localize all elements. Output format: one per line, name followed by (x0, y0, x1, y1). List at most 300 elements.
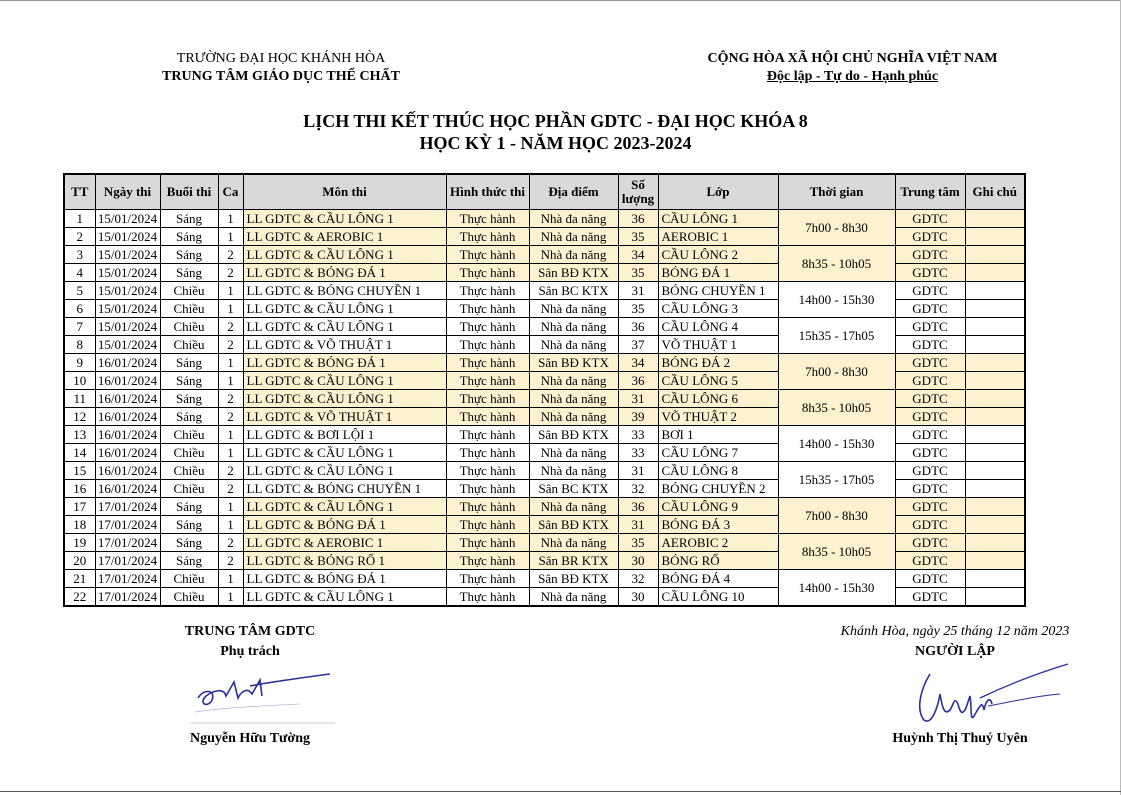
cell-tt: 18 (64, 516, 95, 534)
cell-form: Thực hành (446, 444, 529, 462)
cell-center: GDTC (895, 228, 965, 246)
table-row (64, 426, 1025, 444)
cell-form: Thực hành (446, 534, 529, 552)
cell-session: Sáng (160, 552, 218, 570)
cell-shift: 2 (218, 390, 243, 408)
cell-location: Nhà đa năng (529, 390, 618, 408)
cell-class: CẦU LÔNG 5 (658, 372, 778, 390)
cell-subject: LL GDTC & BÓNG ĐÁ 1 (243, 264, 446, 282)
cell-class: AEROBIC 2 (658, 534, 778, 552)
cell-subject: LL GDTC & BÓNG ĐÁ 1 (243, 516, 446, 534)
cell-time: 15h35 - 17h05 (778, 462, 895, 498)
cell-class: BÓNG ĐÁ 2 (658, 354, 778, 372)
cell-location: Sân BC KTX (529, 282, 618, 300)
cell-location: Sân BĐ KTX (529, 516, 618, 534)
cell-note (965, 390, 1025, 408)
cell-location: Nhà đa năng (529, 300, 618, 318)
cell-date: 16/01/2024 (95, 480, 160, 498)
cell-class: CẦU LÔNG 7 (658, 444, 778, 462)
cell-subject: LL GDTC & AEROBIC 1 (243, 228, 446, 246)
cell-shift: 1 (218, 372, 243, 390)
col-header-tt: TT (64, 174, 95, 210)
cell-subject: LL GDTC & VÕ THUẬT 1 (243, 336, 446, 354)
cell-date: 15/01/2024 (95, 228, 160, 246)
cell-location: Nhà đa năng (529, 336, 618, 354)
exam-schedule-table (63, 173, 1026, 607)
cell-note (965, 426, 1025, 444)
page-bottom-edge (0, 791, 1121, 792)
table-row (64, 498, 1025, 516)
cell-qty: 35 (618, 228, 658, 246)
cell-qty: 35 (618, 534, 658, 552)
cell-session: Sáng (160, 498, 218, 516)
cell-form: Thực hành (446, 264, 529, 282)
cell-note (965, 480, 1025, 498)
cell-session: Chiều (160, 300, 218, 318)
cell-session: Chiều (160, 480, 218, 498)
cell-note (965, 516, 1025, 534)
cell-note (965, 210, 1025, 228)
cell-class: VÕ THUẬT 1 (658, 336, 778, 354)
cell-qty: 31 (618, 390, 658, 408)
footer-place-date: Khánh Hòa, ngày 25 tháng 12 năm 2023 (840, 624, 1070, 639)
cell-time: 15h35 - 17h05 (778, 318, 895, 354)
table-row (64, 570, 1025, 588)
cell-form: Thực hành (446, 462, 529, 480)
cell-tt: 3 (64, 246, 95, 264)
cell-session: Chiều (160, 444, 218, 462)
cell-location: Nhà đa năng (529, 228, 618, 246)
cell-date: 17/01/2024 (95, 570, 160, 588)
cell-note (965, 588, 1025, 607)
cell-location: Sân BĐ KTX (529, 426, 618, 444)
cell-subject: LL GDTC & CẦU LÔNG 1 (243, 444, 446, 462)
cell-time: 7h00 - 8h30 (778, 498, 895, 534)
cell-subject: LL GDTC & BÓNG ĐÁ 1 (243, 570, 446, 588)
table-row (64, 462, 1025, 480)
cell-location: Sân BĐ KTX (529, 354, 618, 372)
cell-shift: 2 (218, 336, 243, 354)
title-line-2: HỌC KỲ 1 - NĂM HỌC 2023-2024 (419, 133, 692, 153)
cell-date: 16/01/2024 (95, 426, 160, 444)
cell-class: CẦU LÔNG 6 (658, 390, 778, 408)
cell-center: GDTC (895, 426, 965, 444)
cell-shift: 2 (218, 552, 243, 570)
cell-center: GDTC (895, 462, 965, 480)
cell-center: GDTC (895, 408, 965, 426)
cell-note (965, 318, 1025, 336)
document-title (0, 110, 1111, 154)
cell-note (965, 372, 1025, 390)
nation-name: CỘNG HÒA XÃ HỘI CHỦ NGHĨA VIỆT NAM (707, 51, 998, 66)
cell-date: 15/01/2024 (95, 318, 160, 336)
cell-location: Sân BĐ KTX (529, 264, 618, 282)
cell-form: Thực hành (446, 498, 529, 516)
cell-form: Thực hành (446, 336, 529, 354)
cell-form: Thực hành (446, 552, 529, 570)
nation-motto: Độc lập - Tự do - Hạnh phúc (766, 69, 939, 84)
cell-tt: 19 (64, 534, 95, 552)
cell-session: Chiều (160, 336, 218, 354)
cell-session: Chiều (160, 426, 218, 444)
cell-tt: 5 (64, 282, 95, 300)
cell-subject: LL GDTC & CẦU LÔNG 1 (243, 300, 446, 318)
cell-shift: 1 (218, 228, 243, 246)
cell-time: 14h00 - 15h30 (778, 282, 895, 318)
cell-time: 7h00 - 8h30 (778, 210, 895, 246)
cell-subject: LL GDTC & CẦU LÔNG 1 (243, 498, 446, 516)
cell-date: 16/01/2024 (95, 408, 160, 426)
cell-center: GDTC (895, 300, 965, 318)
cell-class: CẦU LÔNG 3 (658, 300, 778, 318)
col-header-subject: Môn thi (243, 174, 446, 210)
cell-center: GDTC (895, 372, 965, 390)
cell-subject: LL GDTC & AEROBIC 1 (243, 534, 446, 552)
table-row (64, 390, 1025, 408)
cell-session: Sáng (160, 516, 218, 534)
cell-subject: LL GDTC & CẦU LÔNG 1 (243, 318, 446, 336)
cell-form: Thực hành (446, 210, 529, 228)
cell-tt: 15 (64, 462, 95, 480)
cell-session: Chiều (160, 588, 218, 607)
cell-session: Chiều (160, 570, 218, 588)
cell-qty: 36 (618, 372, 658, 390)
cell-subject: LL GDTC & BƠI LỘI 1 (243, 426, 446, 444)
cell-qty: 37 (618, 336, 658, 354)
cell-qty: 34 (618, 354, 658, 372)
cell-form: Thực hành (446, 570, 529, 588)
cell-location: Sân BC KTX (529, 480, 618, 498)
cell-form: Thực hành (446, 516, 529, 534)
cell-form: Thực hành (446, 318, 529, 336)
cell-center: GDTC (895, 390, 965, 408)
cell-tt: 7 (64, 318, 95, 336)
col-header-date: Ngày thi (95, 174, 160, 210)
cell-center: GDTC (895, 318, 965, 336)
cell-center: GDTC (895, 570, 965, 588)
cell-shift: 2 (218, 534, 243, 552)
cell-subject: LL GDTC & CẦU LÔNG 1 (243, 372, 446, 390)
cell-note (965, 282, 1025, 300)
cell-location: Nhà đa năng (529, 444, 618, 462)
cell-qty: 31 (618, 462, 658, 480)
cell-form: Thực hành (446, 300, 529, 318)
cell-tt: 13 (64, 426, 95, 444)
cell-form: Thực hành (446, 426, 529, 444)
cell-date: 15/01/2024 (95, 300, 160, 318)
cell-session: Chiều (160, 462, 218, 480)
cell-subject: LL GDTC & VÕ THUẬT 1 (243, 408, 446, 426)
cell-date: 16/01/2024 (95, 444, 160, 462)
cell-tt: 22 (64, 588, 95, 607)
cell-session: Sáng (160, 264, 218, 282)
cell-note (965, 570, 1025, 588)
col-header-session: Buổi thi (160, 174, 218, 210)
col-header-qty: Số lượng (618, 174, 658, 210)
footer-left-org: TRUNG TÂM GDTC (184, 624, 316, 639)
cell-date: 15/01/2024 (95, 336, 160, 354)
col-header-location: Địa điểm (529, 174, 618, 210)
cell-note (965, 408, 1025, 426)
cell-class: BÓNG ĐÁ 4 (658, 570, 778, 588)
cell-center: GDTC (895, 444, 965, 462)
col-header-time: Thời gian (778, 174, 895, 210)
cell-shift: 1 (218, 570, 243, 588)
cell-shift: 1 (218, 426, 243, 444)
cell-center: GDTC (895, 516, 965, 534)
cell-session: Sáng (160, 390, 218, 408)
cell-class: VÕ THUẬT 2 (658, 408, 778, 426)
cell-date: 17/01/2024 (95, 534, 160, 552)
cell-location: Nhà đa năng (529, 210, 618, 228)
page-top-edge (0, 0, 1121, 1)
cell-form: Thực hành (446, 390, 529, 408)
cell-note (965, 534, 1025, 552)
cell-center: GDTC (895, 588, 965, 607)
cell-class: BÓNG CHUYỀN 2 (658, 480, 778, 498)
footer-right (820, 622, 1090, 662)
cell-form: Thực hành (446, 282, 529, 300)
cell-qty: 35 (618, 300, 658, 318)
cell-qty: 31 (618, 516, 658, 534)
cell-tt: 2 (64, 228, 95, 246)
cell-center: GDTC (895, 534, 965, 552)
cell-time: 14h00 - 15h30 (778, 426, 895, 462)
cell-class: BÓNG RỔ (658, 552, 778, 570)
cell-location: Nhà đa năng (529, 372, 618, 390)
org-center-text: TRUNG TÂM GIÁO DỤC THỂ CHẤT (162, 69, 400, 84)
cell-qty: 36 (618, 498, 658, 516)
cell-date: 16/01/2024 (95, 462, 160, 480)
cell-class: CẦU LÔNG 8 (658, 462, 778, 480)
cell-note (965, 228, 1025, 246)
cell-session: Chiều (160, 282, 218, 300)
cell-qty: 32 (618, 480, 658, 498)
national-motto (690, 50, 1015, 86)
cell-tt: 16 (64, 480, 95, 498)
footer-right-role: NGƯỜI LẬP (915, 644, 995, 659)
cell-qty: 36 (618, 318, 658, 336)
cell-form: Thực hành (446, 408, 529, 426)
cell-subject: LL GDTC & CẦU LÔNG 1 (243, 390, 446, 408)
footer-left (160, 622, 340, 662)
col-header-center: Trung tâm (895, 174, 965, 210)
cell-qty: 32 (618, 570, 658, 588)
cell-qty: 33 (618, 426, 658, 444)
cell-class: BƠI 1 (658, 426, 778, 444)
cell-tt: 17 (64, 498, 95, 516)
cell-shift: 1 (218, 300, 243, 318)
cell-tt: 4 (64, 264, 95, 282)
cell-qty: 30 (618, 588, 658, 607)
cell-session: Sáng (160, 210, 218, 228)
cell-shift: 1 (218, 354, 243, 372)
cell-note (965, 354, 1025, 372)
table-header-row (64, 174, 1025, 210)
cell-center: GDTC (895, 282, 965, 300)
cell-date: 15/01/2024 (95, 210, 160, 228)
cell-session: Sáng (160, 534, 218, 552)
signature-right (910, 660, 1070, 730)
cell-location: Sân BĐ KTX (529, 570, 618, 588)
cell-qty: 31 (618, 282, 658, 300)
cell-tt: 12 (64, 408, 95, 426)
cell-session: Sáng (160, 408, 218, 426)
cell-time: 8h35 - 10h05 (778, 246, 895, 282)
footer-left-role: Phụ trách (220, 644, 280, 659)
org-header (140, 50, 422, 86)
cell-location: Nhà đa năng (529, 318, 618, 336)
cell-date: 16/01/2024 (95, 372, 160, 390)
cell-shift: 2 (218, 246, 243, 264)
cell-date: 17/01/2024 (95, 588, 160, 607)
col-header-class: Lớp (658, 174, 778, 210)
cell-shift: 1 (218, 498, 243, 516)
cell-session: Sáng (160, 372, 218, 390)
cell-subject: LL GDTC & BÓNG CHUYỀN 1 (243, 480, 446, 498)
cell-date: 16/01/2024 (95, 390, 160, 408)
cell-note (965, 336, 1025, 354)
table-row (64, 282, 1025, 300)
table-row (64, 318, 1025, 336)
org-center (140, 68, 422, 86)
table-body (64, 210, 1025, 607)
cell-class: CẦU LÔNG 4 (658, 318, 778, 336)
cell-note (965, 264, 1025, 282)
cell-location: Nhà đa năng (529, 498, 618, 516)
cell-subject: LL GDTC & CẦU LÔNG 1 (243, 246, 446, 264)
cell-location: Nhà đa năng (529, 408, 618, 426)
cell-center: GDTC (895, 498, 965, 516)
cell-tt: 21 (64, 570, 95, 588)
cell-class: CẦU LÔNG 9 (658, 498, 778, 516)
cell-center: GDTC (895, 552, 965, 570)
cell-time: 8h35 - 10h05 (778, 390, 895, 426)
cell-tt: 10 (64, 372, 95, 390)
cell-date: 15/01/2024 (95, 264, 160, 282)
cell-shift: 1 (218, 588, 243, 607)
cell-class: CẦU LÔNG 1 (658, 210, 778, 228)
cell-center: GDTC (895, 246, 965, 264)
cell-form: Thực hành (446, 588, 529, 607)
cell-note (965, 300, 1025, 318)
cell-shift: 1 (218, 282, 243, 300)
cell-class: AEROBIC 1 (658, 228, 778, 246)
cell-center: GDTC (895, 210, 965, 228)
cell-class: CẦU LÔNG 10 (658, 588, 778, 607)
cell-time: 8h35 - 10h05 (778, 534, 895, 570)
cell-location: Nhà đa năng (529, 246, 618, 264)
cell-class: BÓNG ĐÁ 3 (658, 516, 778, 534)
cell-tt: 11 (64, 390, 95, 408)
cell-form: Thực hành (446, 246, 529, 264)
cell-note (965, 444, 1025, 462)
cell-subject: LL GDTC & CẦU LÔNG 1 (243, 588, 446, 607)
cell-shift: 1 (218, 210, 243, 228)
cell-session: Sáng (160, 228, 218, 246)
cell-subject: LL GDTC & BÓNG CHUYỀN 1 (243, 282, 446, 300)
cell-date: 16/01/2024 (95, 354, 160, 372)
cell-shift: 2 (218, 318, 243, 336)
cell-shift: 2 (218, 480, 243, 498)
cell-date: 17/01/2024 (95, 498, 160, 516)
cell-shift: 1 (218, 444, 243, 462)
cell-class: CẦU LÔNG 2 (658, 246, 778, 264)
cell-note (965, 462, 1025, 480)
cell-qty: 36 (618, 210, 658, 228)
cell-date: 15/01/2024 (95, 246, 160, 264)
cell-session: Sáng (160, 354, 218, 372)
col-header-note: Ghi chú (965, 174, 1025, 210)
cell-date: 17/01/2024 (95, 516, 160, 534)
cell-date: 17/01/2024 (95, 552, 160, 570)
cell-qty: 39 (618, 408, 658, 426)
col-header-shift: Ca (218, 174, 243, 210)
cell-tt: 9 (64, 354, 95, 372)
cell-time: 7h00 - 8h30 (778, 354, 895, 390)
cell-class: BÓNG ĐÁ 1 (658, 264, 778, 282)
cell-time: 14h00 - 15h30 (778, 570, 895, 607)
cell-date: 15/01/2024 (95, 282, 160, 300)
cell-class: BÓNG CHUYỀN 1 (658, 282, 778, 300)
signature-left (190, 668, 335, 724)
cell-center: GDTC (895, 480, 965, 498)
org-university: TRƯỜNG ĐẠI HỌC KHÁNH HÒA (176, 51, 386, 66)
cell-session: Sáng (160, 246, 218, 264)
col-header-form: Hình thức thi (446, 174, 529, 210)
cell-form: Thực hành (446, 480, 529, 498)
cell-shift: 2 (218, 264, 243, 282)
footer-left-signer: Nguyễn Hữu Tường (190, 731, 310, 746)
cell-subject: LL GDTC & BÓNG ĐÁ 1 (243, 354, 446, 372)
cell-center: GDTC (895, 354, 965, 372)
cell-form: Thực hành (446, 228, 529, 246)
cell-shift: 2 (218, 408, 243, 426)
cell-shift: 1 (218, 516, 243, 534)
cell-tt: 1 (64, 210, 95, 228)
cell-shift: 2 (218, 462, 243, 480)
cell-qty: 33 (618, 444, 658, 462)
cell-tt: 8 (64, 336, 95, 354)
cell-note (965, 552, 1025, 570)
cell-tt: 14 (64, 444, 95, 462)
cell-subject: LL GDTC & BÓNG RỔ 1 (243, 552, 446, 570)
cell-qty: 35 (618, 264, 658, 282)
cell-form: Thực hành (446, 372, 529, 390)
cell-tt: 20 (64, 552, 95, 570)
table-row (64, 534, 1025, 552)
cell-location: Nhà đa năng (529, 588, 618, 607)
cell-qty: 34 (618, 246, 658, 264)
footer-right-signer: Huỳnh Thị Thuý Uyên (892, 731, 1028, 746)
cell-qty: 30 (618, 552, 658, 570)
cell-subject: LL GDTC & CẦU LÔNG 1 (243, 210, 446, 228)
title-line-1: LỊCH THI KẾT THÚC HỌC PHẦN GDTC - ĐẠI HỌC KHÓA 8 (303, 111, 808, 131)
cell-session: Chiều (160, 318, 218, 336)
cell-tt: 6 (64, 300, 95, 318)
table-row (64, 246, 1025, 264)
cell-form: Thực hành (446, 354, 529, 372)
cell-location: Nhà đa năng (529, 534, 618, 552)
cell-center: GDTC (895, 264, 965, 282)
cell-location: Nhà đa năng (529, 462, 618, 480)
cell-location: Sân BR KTX (529, 552, 618, 570)
cell-center: GDTC (895, 336, 965, 354)
cell-subject: LL GDTC & CẦU LÔNG 1 (243, 462, 446, 480)
table-row (64, 354, 1025, 372)
cell-note (965, 498, 1025, 516)
cell-note (965, 246, 1025, 264)
